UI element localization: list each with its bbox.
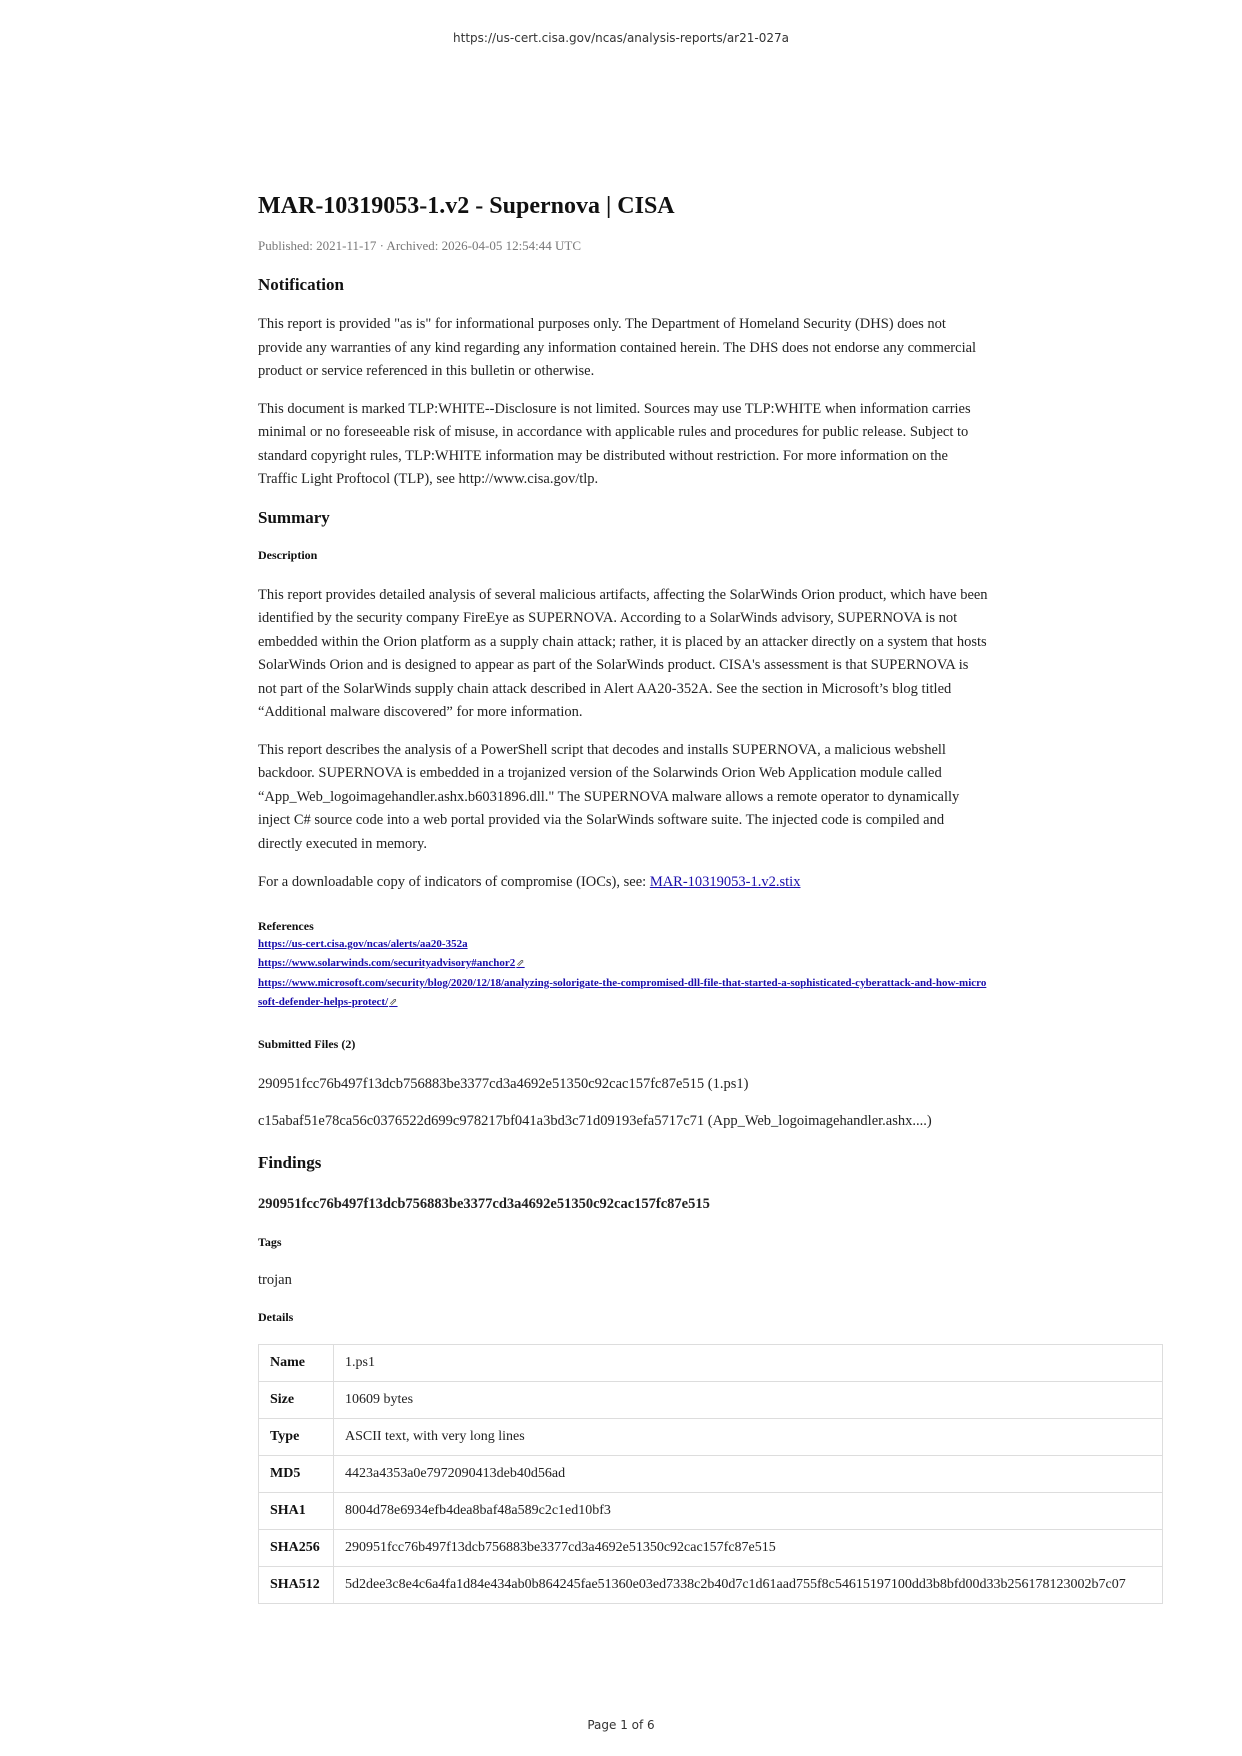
page-number: Page 1 of 6	[587, 1718, 655, 1732]
reference-link-microsoft[interactable]: https://www.microsoft.com/security/blog/2020/12/18/analyzing-solorigate-the-compromised-dll-file-that-started-a-sophisticated-cyberattack-and-how-microsoft-defender-helps-protect/⇗	[258, 976, 987, 1008]
table-row	[259, 1456, 1163, 1493]
description-paragraph-2: This report describes the analysis of a PowerShell script that decodes and installs SUPERNOVA, a malicious webshell backdoor. SUPERNOVA is embedded in a trojanized version of the Solarwinds Orion Web Application module called “App_Web_logoimagehandler.ashx.b6031896.dll." The SUPERNOVA malware allows a remote operator to dynamically inject C# source code into a web portal provided via the SolarWinds software suite. The injected code is compiled and directly executed in memory.	[258, 741, 960, 852]
table-row	[259, 1567, 1163, 1604]
table-row	[259, 1382, 1163, 1419]
table-row	[259, 1419, 1163, 1456]
detail-value: 10609 bytes	[334, 1382, 1163, 1419]
detail-key: Type	[259, 1419, 334, 1456]
findings-heading: Findings	[258, 1152, 322, 1172]
detail-value: 8004d78e6934efb4dea8baf48a589c2c1ed10bf3	[334, 1493, 1163, 1530]
reference-link-cisa-alert[interactable]: https://us-cert.cisa.gov/ncas/alerts/aa20-352a	[258, 937, 468, 950]
notification-heading: Notification	[258, 275, 344, 294]
notification-paragraph-2: This document is marked TLP:WHITE--Disclosure is not limited. Sources may use TLP:WHITE when information carries minimal or no foreseeable risk of misuse, in accordance with applicable rules and procedures for public release. Subject to standard copyright rules, TLP:WHITE information may be distributed without restriction. For more information on the Traffic Light Proftocol (TLP), see http://www.cisa.gov/tlp.	[258, 400, 971, 487]
detail-key: SHA256	[259, 1530, 334, 1567]
table-row	[259, 1530, 1163, 1567]
detail-value: ASCII text, with very long lines	[334, 1419, 1163, 1456]
notification-paragraph-1: This report is provided "as is" for informational purposes only. The Department of Homeland Security (DHS) does not provide any warranties of any kind regarding any information contained herein. The DHS does not endorse any commercial product or service referenced in this bulletin or otherwise.	[258, 316, 977, 379]
publish-meta: Published: 2021-11-17 · Archived: 2026-04-05 12:54:44 UTC	[258, 238, 582, 253]
table-row	[259, 1493, 1163, 1530]
article	[258, 186, 1126, 1604]
detail-value: 1.ps1	[334, 1345, 1163, 1382]
references-heading: References	[258, 918, 314, 933]
findings-hash: 290951fcc76b497f13dcb756883be3377cd3a4692e51350c92cac157fc87e515	[258, 1195, 710, 1212]
submitted-file-2: c15abaf51e78ca56c0376522d699c978217bf041a3bd3c71d09193efa5717c71 (App_Web_logoimagehandler.ashx....)	[258, 1113, 932, 1129]
detail-value: 4423a4353a0e7972090413deb40d56ad	[334, 1456, 1163, 1493]
detail-key: MD5	[259, 1456, 334, 1493]
ioc-paragraph	[258, 871, 988, 895]
details-heading: Details	[258, 1310, 294, 1324]
tag-value: trojan	[258, 1271, 292, 1288]
print-url-header: https://us-cert.cisa.gov/ncas/analysis-reports/ar21-027a	[453, 31, 789, 45]
references-list	[258, 935, 988, 1013]
description-heading: Description	[258, 547, 318, 562]
detail-key: SHA512	[259, 1567, 334, 1604]
details-table	[258, 1344, 1163, 1604]
detail-key: Name	[259, 1345, 334, 1382]
details-table-wrap	[258, 1344, 1163, 1604]
detail-key: Size	[259, 1382, 334, 1419]
description-paragraph-1: This report provides detailed analysis of several malicious artifacts, affecting the SolarWinds Orion product, which have been identified by the security company FireEye as SUPERNOVA. According to a SolarWinds advisory, SUPERNOVA is not embedded within the Orion platform as a supply chain attack; rather, it is placed by an attacker directly on a system that hosts SolarWinds Orion and is designed to appear as part of the SolarWinds product. CISA's assessment is that SUPERNOVA is not part of the SolarWinds supply chain attack described in Alert AA20-352A. See the section in Microsoft’s blog titled “Additional malware discovered” for more information.	[258, 586, 988, 720]
page-title: MAR-10319053-1.v2 - Supernova | CISA	[258, 193, 675, 219]
external-link-icon: ⇗	[516, 958, 525, 969]
external-link-icon: ⇗	[389, 997, 398, 1008]
detail-key: SHA1	[259, 1493, 334, 1530]
ioc-stix-link[interactable]: MAR-10319053-1.v2.stix	[649, 874, 801, 890]
submitted-files-heading: Submitted Files (2)	[258, 1036, 356, 1051]
tags-heading: Tags	[258, 1234, 282, 1249]
detail-value: 5d2dee3c8e4c6a4fa1d84e434ab0b864245fae51360e03ed7338c2b40d7c1d61aad755f8c54615197100dd3b8bfd00d33b256178123002b7c07	[334, 1567, 1163, 1604]
detail-value: 290951fcc76b497f13dcb756883be3377cd3a4692e51350c92cac157fc87e515	[334, 1530, 1163, 1567]
ioc-text: For a downloadable copy of indicators of compromise (IOCs), see:	[258, 874, 650, 890]
summary-heading: Summary	[258, 507, 330, 527]
table-row	[259, 1345, 1163, 1382]
reference-link-solarwinds[interactable]: https://www.solarwinds.com/securityadvisory#anchor2⇗	[258, 957, 525, 969]
submitted-file-1: 290951fcc76b497f13dcb756883be3377cd3a4692e51350c92cac157fc87e515 (1.ps1)	[258, 1075, 749, 1092]
